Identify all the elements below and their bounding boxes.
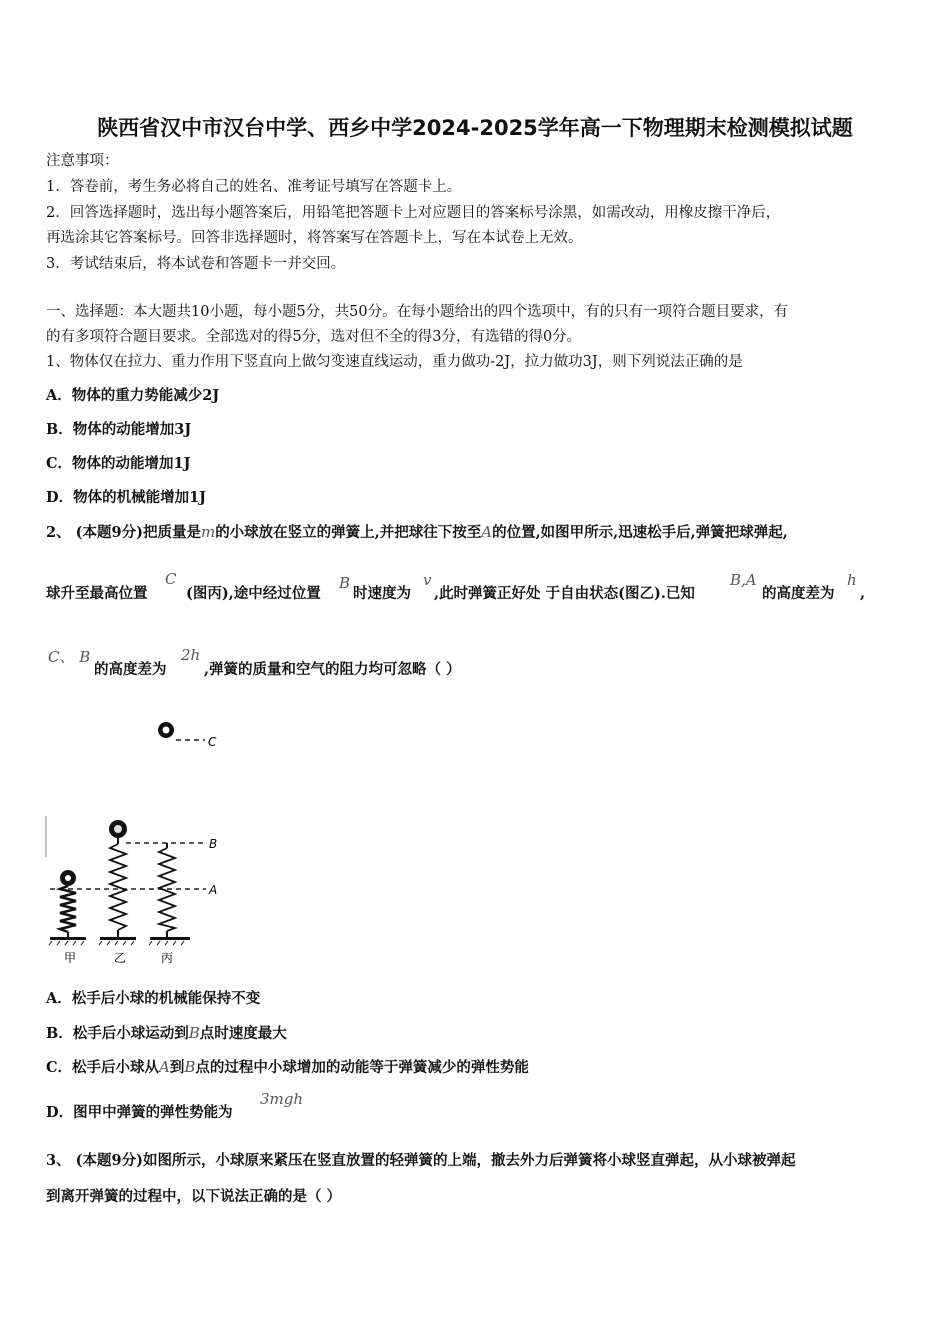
- q1-option-c: C．物体的动能增加1J: [46, 455, 191, 472]
- label-a: A: [209, 883, 218, 897]
- q2-text: ,: [860, 585, 866, 602]
- q2-symbol-ba: B,A: [730, 571, 757, 589]
- q2-symbol-c: C: [165, 570, 177, 588]
- notice-item-2b: 再选涂其它答案标号。回答非选择题时，将答案写在答题卡上，写在本试卷上无效。: [46, 230, 583, 246]
- page-title: 陕西省汉中市汉台中学、西乡中学2024-2025学年高一下物理期末检测模拟试题: [97, 116, 853, 140]
- q2-option-c-symbol: A: [159, 1058, 170, 1076]
- notice-item-2a: 2．回答选择题时，选出每小题答案后，用铅笔把答题卡上对应题目的答案标号涂黑，如需改动，用橡皮擦干净后，: [46, 205, 781, 221]
- q1-stem: 1、物体仅在拉力、重力作用下竖直向上做匀变速直线运动，重力做功-2J，拉力做功3J，则下列说法正确的是: [46, 354, 743, 370]
- q2-text: 的位置,如图甲所示,迅速松手后,弹簧把球弹起,: [492, 524, 788, 541]
- q1-option-d: D．物体的机械能增加1J: [46, 489, 207, 506]
- notice-heading: 注意事项：: [46, 153, 119, 169]
- q2-symbol-m: m: [200, 523, 216, 541]
- q1-option-a: A．物体的重力势能减少2J: [46, 387, 220, 404]
- label-b: B: [209, 837, 218, 851]
- q2-option-d-symbol: 3mgh: [260, 1090, 304, 1108]
- q2-text: 球升至最高位置: [46, 585, 148, 602]
- q2-symbol-b: B: [339, 574, 351, 592]
- q2-line-1: [46, 522, 788, 543]
- q3-line-1: 3、 (本题9分)如图所示，小球原来紧压在竖直放置的轻弹簧的上端，撤去外力后弹簧将小球竖直弹起，从小球被弹起: [46, 1152, 796, 1169]
- q2-option-b-symbol: B: [188, 1024, 200, 1042]
- ball-c: [158, 722, 205, 740]
- q2-text: 2、 (本题9分)把质量是: [46, 524, 201, 541]
- q2-text: 时速度为: [353, 585, 411, 602]
- notice-item-1: 1．答卷前，考生务必将自己的姓名、准考证号填写在答题卡上。: [46, 179, 462, 195]
- q2-option-d: D．图甲中弹簧的弹性势能为: [46, 1104, 233, 1121]
- q1-option-b: B．物体的动能增加3J: [46, 421, 192, 438]
- q2-option-b-text: 点时速度最大: [199, 1025, 287, 1042]
- q2-option-b: [46, 1023, 287, 1044]
- section-intro-b: 的有多项符合题目要求。全部选对的得5分，选对但不全的得3分，有选错的得0分。: [46, 329, 582, 345]
- q2-symbol-cb: C、 B: [48, 648, 91, 666]
- label-c: C: [208, 735, 217, 749]
- spring-bing: [149, 843, 190, 945]
- q2-symbol-v: v: [423, 571, 432, 589]
- q2-option-c: [46, 1057, 529, 1078]
- caption-jia: 甲: [64, 951, 77, 965]
- q2-text: 的高度差为: [762, 585, 835, 602]
- q2-option-c-text: 点的过程中小球增加的动能等于弹簧减少的弹性势能: [195, 1059, 529, 1076]
- spring-yi: [99, 820, 136, 945]
- q2-symbol-a: A: [481, 523, 493, 541]
- q2-option-b-text: B．松手后小球运动到: [46, 1025, 189, 1042]
- q2-text: 的高度差为: [94, 661, 167, 678]
- q2-option-a: A．松手后小球的机械能保持不变: [46, 990, 261, 1007]
- q2-symbol-h: h: [847, 571, 857, 589]
- q2-text: (图丙),途中经过位置: [186, 585, 321, 602]
- q2-text: ,弹簧的质量和空气的阻力均可忽略（ ）: [204, 661, 461, 678]
- q3-line-2: 到离开弹簧的过程中，以下说法正确的是（ ）: [46, 1188, 342, 1205]
- caption-bing: 丙: [161, 951, 174, 965]
- caption-yi: 乙: [114, 951, 127, 965]
- q2-option-c-text: 到: [169, 1059, 185, 1076]
- q2-symbol-2h: 2h: [181, 646, 201, 664]
- q2-option-c-symbol: B: [184, 1058, 196, 1076]
- spring-ball-figure: [40, 712, 240, 972]
- q2-option-c-text: C．松手后小球从: [46, 1059, 160, 1076]
- q2-text: 的小球放在竖立的弹簧上,并把球往下按至: [215, 524, 482, 541]
- q2-text: ,此时弹簧正好处 于自由状态(图乙).已知: [434, 585, 695, 602]
- spring-jia: [49, 870, 86, 945]
- notice-item-3: 3．考试结束后，将本试卷和答题卡一并交回。: [46, 256, 346, 272]
- section-intro-a: 一、选择题：本大题共10小题，每小题5分，共50分。在每小题给出的四个选项中，有的只有一项符合题目要求，有: [46, 304, 789, 320]
